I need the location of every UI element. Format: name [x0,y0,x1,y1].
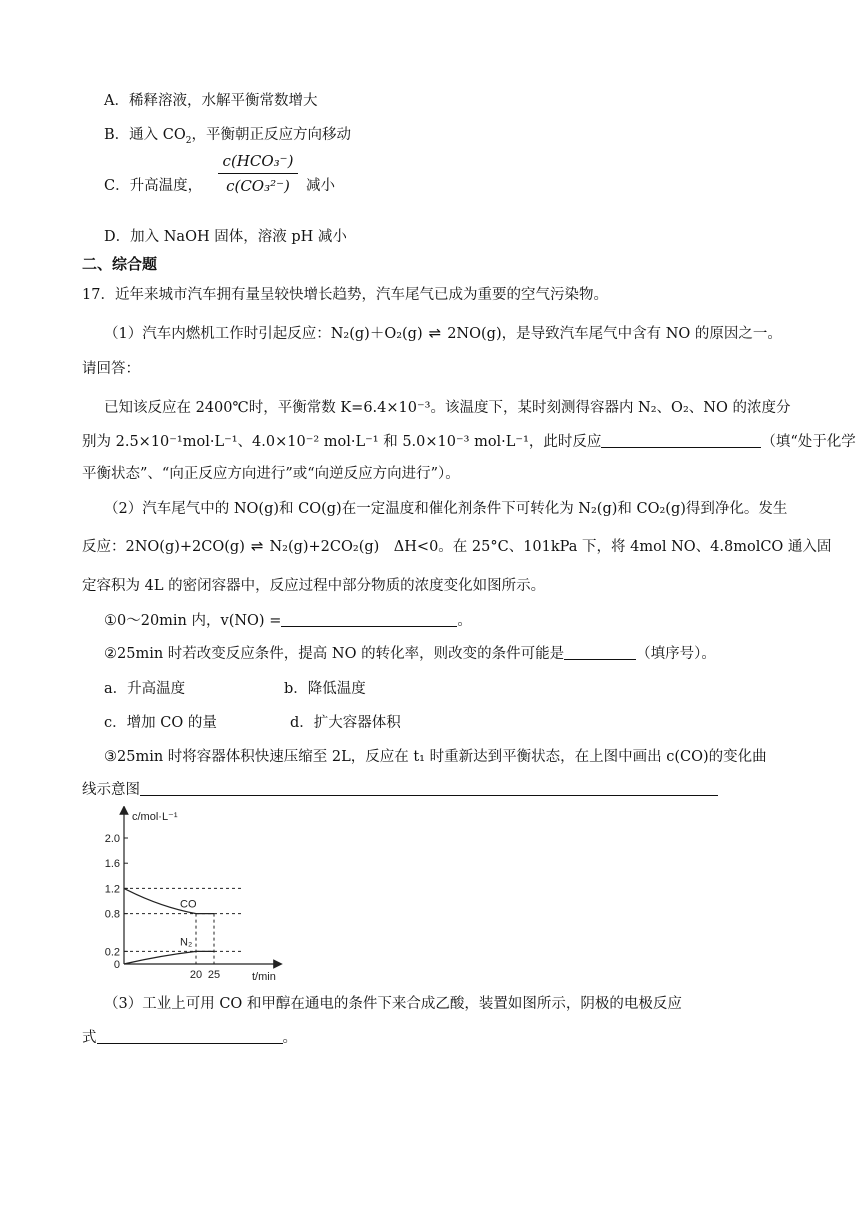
option-c-suffix: 减小 [306,178,335,194]
y-tick-label: 0.2 [104,946,120,959]
series-line-n2 [124,951,214,964]
option-c-label: C．升高温度， [104,178,203,194]
y-tick-label: 1.6 [104,858,120,871]
y-tick-label: 2.0 [104,833,120,845]
q17-part2-line3: 定容积为 4L 的密闭容器中，反应过程中部分物质的浓度变化如图所示。 [82,578,546,594]
answer-blank-2[interactable] [281,612,457,627]
x-axis-label: t/min [252,971,276,983]
choice-b: b．降低温度 [284,681,366,697]
option-a: A．稀释溶液，水解平衡常数增大 [104,93,318,109]
q17-sub1: ①0～20min 内，v(NO) = 。 [104,613,472,629]
equilibrium-arrow-icon: ⇌ [250,537,264,555]
option-b: B．通入 $CO_2$，平衡朝正反应方向移动 [104,127,351,146]
q17-part3-line1: （3）工业上可用 CO 和甲醇在通电的条件下来合成乙酸，装置如图所示，阴极的电极反应 [104,996,682,1012]
x-tick-label: 25 [207,969,221,981]
answer-blank-1[interactable] [601,433,761,448]
q17-part3-line2: 式 。 [82,1030,297,1046]
q17-part1: （1）汽车内燃机工作时引起反应：N₂(g)＋O₂(g) ⇌ 2NO(g)，是导致汽车尾气中含有 NO 的原因之一。 [104,324,782,342]
q17-part2-line2: 反应：2NO(g)+2CO(g) ⇌ N₂(g)+2CO₂(g) ΔH<0。在 25°C、101kPa 下，将 4mol NO、4.8molCO 通入固 [82,537,832,555]
y-tick-label: 1.2 [104,883,120,896]
q17-part1-ask: 请回答： [82,361,140,377]
option-c-fraction [218,152,298,195]
answer-blank-5[interactable] [97,1029,283,1044]
choice-a: a．升高温度 [104,681,186,697]
concentration-chart [96,806,296,986]
answer-blank-4[interactable] [140,781,718,796]
choice-d: d．扩大容器体积 [290,715,401,731]
fraction-denominator: c(CO₃²⁻) [226,177,290,195]
series-line-co [124,888,214,913]
equilibrium-arrow-icon: ⇌ [428,324,442,342]
q17-sub2: ②25min 时若改变反应条件，提高 NO 的转化率，则改变的条件可能是 （填序号）。 [104,646,716,662]
y-tick-label: 0.8 [104,908,120,921]
section-heading: 二、综合题 [82,255,158,273]
q17-part2-line1: （2）汽车尾气中的 NO(g)和 CO(g)在一定温度和催化剂条件下可转化为 N₂(g)和 CO₂(g)得到净化。发生 [104,501,788,517]
q17-part1-line1: 已知该反应在 2400℃时，平衡常数 K=6.4×10⁻³。该温度下，某时刻测得容器内 N₂、O₂、NO 的浓度分 [104,400,791,416]
series-label: N₂ [180,936,193,949]
y-tick-label: 0 [113,959,120,971]
y-axis-label: c/mol·L⁻¹ [132,811,178,823]
choice-c: c．增加 CO 的量 [104,715,217,731]
q17-part1-line3: 平衡状态”、“向正反应方向进行”或“向逆反应方向进行”）。 [82,466,460,482]
x-tick-label: 20 [189,969,203,981]
q17-sub3-line1: ③25min 时将容器体积快速压缩至 2L，反应在 t₁ 时重新达到平衡状态，在上图中画出 c(CO)的变化曲 [104,749,767,765]
fraction-bar [218,173,298,174]
option-d: D．加入 NaOH 固体，溶液 pH 减小 [104,229,347,245]
fraction-numerator: c(HCO₃⁻) [222,152,294,170]
series-label: CO [180,898,197,911]
q17-intro: 17．近年来城市汽车拥有量呈较快增长趋势，汽车尾气已成为重要的空气污染物。 [82,287,608,303]
answer-blank-3[interactable] [564,645,636,660]
q17-part1-line2: 别为 2.5×10⁻¹mol·L⁻¹、4.0×10⁻² mol·L⁻¹ 和 5.0×10⁻³ mol·L⁻¹，此时反应 （填“处于化学 [82,434,856,450]
q17-sub3-line2: 线示意图 [82,778,718,799]
